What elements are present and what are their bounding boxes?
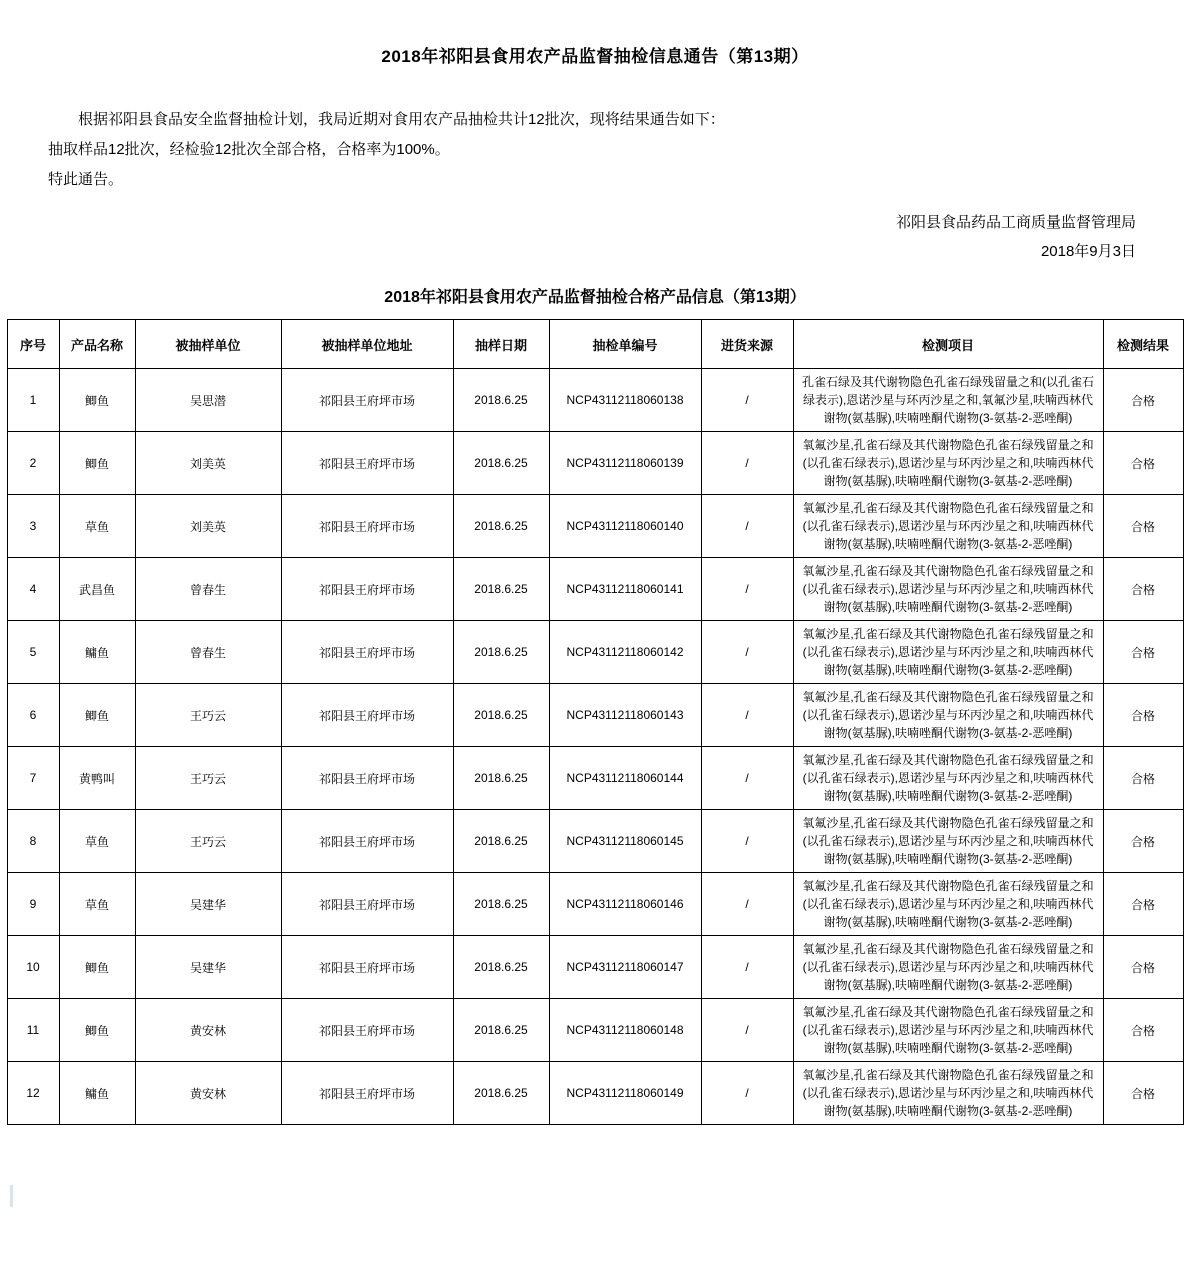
cell-address: 祁阳县王府坪市场 [281,432,453,495]
cell-number: NCP43112118060147 [549,936,701,999]
column-header-items: 检测项目 [793,320,1103,369]
signature-date: 2018年9月3日 [1040,242,1136,260]
cell-address: 祁阳县王府坪市场 [281,369,453,432]
table-row [7,621,1183,684]
cell-items: 氧氟沙星,孔雀石绿及其代谢物隐色孔雀石绿残留量之和(以孔雀石绿表示),恩诺沙星与环丙沙星之和,呋喃西林代谢物(氨基脲),呋喃唑酮代谢物(3-氨基-2-恶唑酮) [793,558,1103,621]
table-row [7,432,1183,495]
inspection-results-table [7,319,1184,1125]
cell-index: 6 [7,684,59,747]
cell-product: 鲫鱼 [59,936,135,999]
cell-unit: 黄安林 [135,999,281,1062]
cell-address: 祁阳县王府坪市场 [281,747,453,810]
notice-body [0,105,1190,195]
cell-items: 氧氟沙星,孔雀石绿及其代谢物隐色孔雀石绿残留量之和(以孔雀石绿表示),恩诺沙星与环丙沙星之和,呋喃西林代谢物(氨基脲),呋喃唑酮代谢物(3-氨基-2-恶唑酮) [793,810,1103,873]
cell-date: 2018.6.25 [453,684,549,747]
cell-index: 10 [7,936,59,999]
cell-product: 鲫鱼 [59,369,135,432]
cell-address: 祁阳县王府坪市场 [281,999,453,1062]
cell-number: NCP43112118060145 [549,810,701,873]
cell-result: 合格 [1103,810,1183,873]
cell-date: 2018.6.25 [453,558,549,621]
cell-date: 2018.6.25 [453,1062,549,1125]
cell-product: 黄鸭叫 [59,747,135,810]
cell-index: 12 [7,1062,59,1125]
cell-product: 草鱼 [59,810,135,873]
cell-product: 鳙鱼 [59,621,135,684]
cell-index: 9 [7,873,59,936]
cell-index: 5 [7,621,59,684]
page-title: 2018年祁阳县食用农产品监督抽检信息通告（第13期） [381,47,809,66]
cell-unit: 王巧云 [135,684,281,747]
cell-items: 氧氟沙星,孔雀石绿及其代谢物隐色孔雀石绿残留量之和(以孔雀石绿表示),恩诺沙星与环丙沙星之和,呋喃西林代谢物(氨基脲),呋喃唑酮代谢物(3-氨基-2-恶唑酮) [793,432,1103,495]
cell-date: 2018.6.25 [453,936,549,999]
cell-number: NCP43112118060148 [549,999,701,1062]
cell-unit: 黄安林 [135,1062,281,1125]
cell-date: 2018.6.25 [453,999,549,1062]
table-row [7,936,1183,999]
cell-index: 3 [7,495,59,558]
table-row [7,810,1183,873]
cell-index: 11 [7,999,59,1062]
cell-source: / [701,873,793,936]
cell-unit: 刘美英 [135,432,281,495]
cell-unit: 曾春生 [135,558,281,621]
column-header-product: 产品名称 [59,320,135,369]
notice-paragraph-1: 根据祁阳县食品安全监督抽检计划，我局近期对食用农产品抽检共计12批次，现将结果通告如下： [78,111,725,128]
table-row [7,369,1183,432]
column-header-index: 序号 [7,320,59,369]
cell-address: 祁阳县王府坪市场 [281,1062,453,1125]
cell-result: 合格 [1103,495,1183,558]
notice-paragraph-2: 抽取样品12批次，经检验12批次全部合格，合格率为100%。 [48,141,450,158]
cell-date: 2018.6.25 [453,621,549,684]
cell-number: NCP43112118060140 [549,495,701,558]
cell-address: 祁阳县王府坪市场 [281,684,453,747]
cell-unit: 吴建华 [135,936,281,999]
page-edge-marker [10,1185,13,1207]
cell-items: 氧氟沙星,孔雀石绿及其代谢物隐色孔雀石绿残留量之和(以孔雀石绿表示),恩诺沙星与环丙沙星之和,呋喃西林代谢物(氨基脲),呋喃唑酮代谢物(3-氨基-2-恶唑酮) [793,936,1103,999]
column-header-date: 抽样日期 [453,320,549,369]
cell-result: 合格 [1103,432,1183,495]
cell-product: 鳙鱼 [59,1062,135,1125]
cell-index: 1 [7,369,59,432]
cell-unit: 吴思潜 [135,369,281,432]
cell-unit: 吴建华 [135,873,281,936]
cell-source: / [701,999,793,1062]
column-header-unit: 被抽样单位 [135,320,281,369]
column-header-address: 被抽样单位地址 [281,320,453,369]
cell-product: 鲫鱼 [59,684,135,747]
table-row [7,873,1183,936]
cell-result: 合格 [1103,684,1183,747]
cell-number: NCP43112118060142 [549,621,701,684]
table-row [7,495,1183,558]
cell-product: 鲫鱼 [59,999,135,1062]
cell-number: NCP43112118060141 [549,558,701,621]
cell-date: 2018.6.25 [453,369,549,432]
cell-items: 氧氟沙星,孔雀石绿及其代谢物隐色孔雀石绿残留量之和(以孔雀石绿表示),恩诺沙星与环丙沙星之和,呋喃西林代谢物(氨基脲),呋喃唑酮代谢物(3-氨基-2-恶唑酮) [793,1062,1103,1125]
cell-source: / [701,432,793,495]
cell-date: 2018.6.25 [453,432,549,495]
cell-source: / [701,747,793,810]
column-header-source: 进货来源 [701,320,793,369]
cell-source: / [701,558,793,621]
cell-number: NCP43112118060144 [549,747,701,810]
cell-items: 氧氟沙星,孔雀石绿及其代谢物隐色孔雀石绿残留量之和(以孔雀石绿表示),恩诺沙星与环丙沙星之和,呋喃西林代谢物(氨基脲),呋喃唑酮代谢物(3-氨基-2-恶唑酮) [793,684,1103,747]
table-row [7,999,1183,1062]
cell-product: 武昌鱼 [59,558,135,621]
cell-address: 祁阳县王府坪市场 [281,936,453,999]
cell-address: 祁阳县王府坪市场 [281,558,453,621]
cell-result: 合格 [1103,621,1183,684]
cell-result: 合格 [1103,936,1183,999]
cell-number: NCP43112118060149 [549,1062,701,1125]
cell-items: 孔雀石绿及其代谢物隐色孔雀石绿残留量之和(以孔雀石绿表示),恩诺沙星与环丙沙星之和,氧氟沙星,呋喃西林代谢物(氨基脲),呋喃唑酮代谢物(3-氨基-2-恶唑酮) [793,369,1103,432]
cell-result: 合格 [1103,873,1183,936]
cell-items: 氧氟沙星,孔雀石绿及其代谢物隐色孔雀石绿残留量之和(以孔雀石绿表示),恩诺沙星与环丙沙星之和,呋喃西林代谢物(氨基脲),呋喃唑酮代谢物(3-氨基-2-恶唑酮) [793,495,1103,558]
cell-date: 2018.6.25 [453,495,549,558]
cell-index: 8 [7,810,59,873]
notice-paragraph-3: 特此通告。 [48,171,124,188]
table-row [7,558,1183,621]
cell-number: NCP43112118060143 [549,684,701,747]
cell-items: 氧氟沙星,孔雀石绿及其代谢物隐色孔雀石绿残留量之和(以孔雀石绿表示),恩诺沙星与环丙沙星之和,呋喃西林代谢物(氨基脲),呋喃唑酮代谢物(3-氨基-2-恶唑酮) [793,621,1103,684]
cell-number: NCP43112118060139 [549,432,701,495]
cell-source: / [701,936,793,999]
column-header-result: 检测结果 [1103,320,1183,369]
signature-org: 祁阳县食品药品工商质量监督管理局 [895,214,1136,231]
cell-date: 2018.6.25 [453,747,549,810]
cell-result: 合格 [1103,1062,1183,1125]
cell-address: 祁阳县王府坪市场 [281,621,453,684]
table-row [7,684,1183,747]
cell-unit: 曾春生 [135,621,281,684]
cell-source: / [701,810,793,873]
cell-address: 祁阳县王府坪市场 [281,810,453,873]
cell-source: / [701,495,793,558]
cell-index: 2 [7,432,59,495]
cell-result: 合格 [1103,558,1183,621]
cell-date: 2018.6.25 [453,810,549,873]
cell-unit: 王巧云 [135,810,281,873]
cell-items: 氧氟沙星,孔雀石绿及其代谢物隐色孔雀石绿残留量之和(以孔雀石绿表示),恩诺沙星与环丙沙星之和,呋喃西林代谢物(氨基脲),呋喃唑酮代谢物(3-氨基-2-恶唑酮) [793,873,1103,936]
cell-product: 草鱼 [59,495,135,558]
table-title: 2018年祁阳县食用农产品监督抽检合格产品信息（第13期） [384,289,806,306]
cell-result: 合格 [1103,369,1183,432]
cell-result: 合格 [1103,999,1183,1062]
cell-items: 氧氟沙星,孔雀石绿及其代谢物隐色孔雀石绿残留量之和(以孔雀石绿表示),恩诺沙星与环丙沙星之和,呋喃西林代谢物(氨基脲),呋喃唑酮代谢物(3-氨基-2-恶唑酮) [793,747,1103,810]
cell-unit: 刘美英 [135,495,281,558]
cell-product: 草鱼 [59,873,135,936]
cell-index: 7 [7,747,59,810]
column-header-number: 抽检单编号 [549,320,701,369]
table-row [7,1062,1183,1125]
cell-address: 祁阳县王府坪市场 [281,873,453,936]
cell-source: / [701,621,793,684]
cell-address: 祁阳县王府坪市场 [281,495,453,558]
cell-source: / [701,369,793,432]
cell-source: / [701,684,793,747]
cell-index: 4 [7,558,59,621]
signature-block [0,209,1190,266]
cell-number: NCP43112118060146 [549,873,701,936]
table-row [7,747,1183,810]
table-header-row [7,320,1183,369]
cell-date: 2018.6.25 [453,873,549,936]
cell-unit: 王巧云 [135,747,281,810]
cell-source: / [701,1062,793,1125]
cell-product: 鲫鱼 [59,432,135,495]
cell-items: 氧氟沙星,孔雀石绿及其代谢物隐色孔雀石绿残留量之和(以孔雀石绿表示),恩诺沙星与环丙沙星之和,呋喃西林代谢物(氨基脲),呋喃唑酮代谢物(3-氨基-2-恶唑酮) [793,999,1103,1062]
cell-number: NCP43112118060138 [549,369,701,432]
cell-result: 合格 [1103,747,1183,810]
